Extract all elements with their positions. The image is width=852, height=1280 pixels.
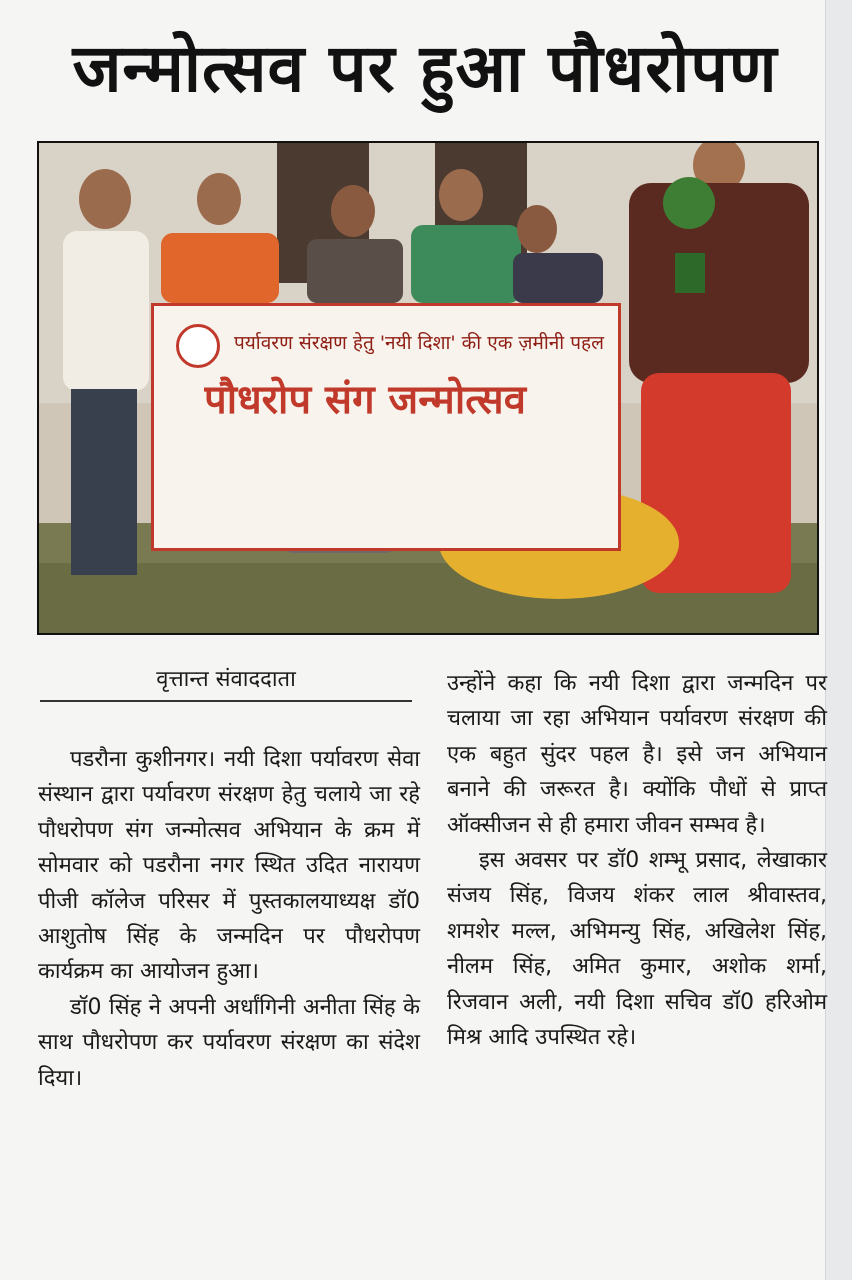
event-banner (151, 303, 621, 551)
article-paragraph-2: डॉ0 सिंह ने अपनी अर्धांगिनी अनीता सिंह के साथ पौधरोपण कर पर्यावरण संरक्षण का संदेश दिया। (38, 994, 420, 1091)
article-column-right (447, 666, 827, 1055)
article-column-left (38, 742, 420, 1096)
banner-tagline: पर्यावरण संरक्षण हेतु 'नयी दिशा' की एक ज़मीनी पहल (234, 332, 605, 354)
article-paragraph-1: पडरौना कुशीनगर। नयी दिशा पर्यावरण सेवा संस्थान द्वारा पर्यावरण संरक्षण हेतु चलाये जा रहे पौधरोपण संग जन्मोत्सव अभियान के क्रम में सोमवार को पडरौना नगर स्थित उदित नारायण पीजी कॉलेज परिसर में पुस्तकालयाध्यक्ष डॉ0 आशुतोष सिंह के जन्मदिन पर पौधरोपण कार्यक्रम का आयोजन हुआ। (38, 747, 420, 985)
page-edge (825, 0, 852, 1280)
article-paragraph-4: इस अवसर पर डॉ0 शम्भू प्रसाद, लेखाकार संजय सिंह, विजय शंकर लाल श्रीवास्तव, शमशेर मल्ल, अभिमन्यु सिंह, अखिलेश सिंह, नीलम सिंह, अमित कुमार, अशोक शर्मा, रिजवान अली, नयी दिशा सचिव डॉ0 हरिओम मिश्र आदि उपस्थित रहे। (447, 848, 827, 1051)
byline: वृत्तान्त संवाददाता (40, 660, 412, 702)
headline: जन्मोत्सव पर हुआ पौधरोपण (72, 30, 778, 107)
article-paragraph-3: उन्होंने कहा कि नयी दिशा द्वारा जन्मदिन पर चलाया जा रहा अभियान पर्यावरण संरक्षण की एक बहुत सुंदर पहल है। इसे जन अभियान बनाने की जरूरत है। क्योंकि पौधों से प्राप्त ऑक्सीजन से ही हमारा जीवन सम्भव है। (447, 671, 827, 838)
organization-logo-icon (176, 324, 220, 368)
banner-title: पौधरोप संग जन्मोत्सव (204, 377, 526, 423)
news-photo (37, 141, 819, 635)
